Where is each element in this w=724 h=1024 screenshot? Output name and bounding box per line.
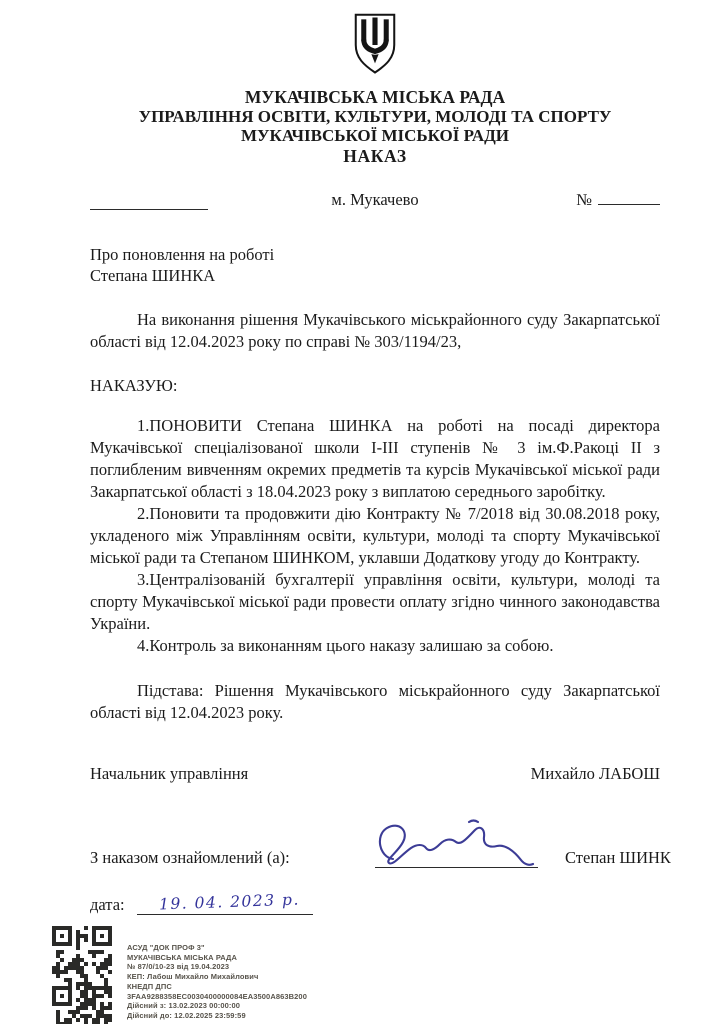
handwritten-date: 19. 04. 2023 р. xyxy=(158,890,300,914)
date-blank-line xyxy=(90,195,208,210)
stamp-line: № 87/0/10-23 від 19.04.2023 xyxy=(127,962,230,972)
date-label: дата: xyxy=(90,895,125,914)
ack-signature-row xyxy=(90,812,671,868)
stamp-line: АСУД "ДОК ПРОФ 3" xyxy=(127,943,205,952)
basis-paragraph: Підстава: Рішення Мукачівського міськрайонного суду Закарпатської області від 12.04.2023 року. xyxy=(90,681,660,722)
stamp-line: МУКАЧІВСЬКА МІСЬКА РАДА xyxy=(127,952,238,962)
ack-label: З наказом ознайомлений (а): xyxy=(90,848,290,867)
subject-block xyxy=(90,244,660,286)
subject-line-1: Про поновлення на роботі xyxy=(90,245,275,264)
date-blank-underline xyxy=(137,892,313,915)
order-items xyxy=(90,415,660,657)
order-item: 3.Централізованій бухгалтерії управління освіти, культури, молоді та спорту Мукачівської міської ради провести оплату згідно чинного законодавства України. xyxy=(90,570,660,633)
qr-code xyxy=(52,926,114,1024)
stamp-text-block xyxy=(127,943,307,1024)
org-name-line2: УПРАВЛІННЯ ОСВІТИ, КУЛЬТУРИ, МОЛОДІ ТА СПОРТУ xyxy=(138,107,612,126)
order-item: 4.Контроль за виконанням цього наказу залишаю за собою. xyxy=(137,636,554,655)
order-item: 1.ПОНОВИТИ Степана ШИНКА на роботі на посаді директора Мукачівської спеціалізованої школи І-ІІІ ступенів № 3 ім.Ф.Ракоці ІІ з поглибленим вивченням окремих предметів та курсів Мукачівської міської ради Закарпатської області з 18.04.2023 року з виплатою середнього заробітку. xyxy=(90,416,660,501)
number-cell xyxy=(419,190,660,210)
intro-paragraph: На виконання рішення Мукачівського міськрайонного суду Закарпатської області від 12.04.2023 року по справі № 303/1194/23, xyxy=(90,310,660,351)
stamp-line: 3FAA9288358EC0030400000084EA3500A863B200 xyxy=(127,991,307,1001)
dateline-row xyxy=(90,190,660,210)
stamp-line: КЕП: Лабош Михайло Михайлович xyxy=(127,972,259,982)
head-signature-row xyxy=(90,764,660,784)
place-name: м. Мукачево xyxy=(331,190,419,209)
doc-type-title: НАКАЗ xyxy=(343,146,407,166)
order-item: 2.Поновити та продовжити дію Контракту № 7/2018 від 30.08.2018 року, укладеного між Управлінням освіти, культури, молоді та спорту Мукачівської міської ради та Степаном ШИНКОМ, уклавши Додаткову угоду до Контракту. xyxy=(90,504,660,567)
date-row xyxy=(90,892,660,915)
ack-name: Степан ШИНК xyxy=(565,848,671,867)
handwritten-signature xyxy=(371,815,553,873)
org-name-line1: МУКАЧІВСЬКА МІСЬКА РАДА xyxy=(244,87,506,107)
ukraine-trident-icon xyxy=(347,12,403,78)
digital-signature-stamp xyxy=(52,926,307,1024)
stamp-line: Дійсний з: 13.02.2023 00:00:00 xyxy=(127,1001,240,1011)
stamp-line: Дійсний до: 12.02.2025 23:59:59 xyxy=(127,1010,246,1020)
org-name-line3: МУКАЧІВСЬКОЇ МІСЬКОЇ РАДИ xyxy=(240,126,510,145)
emblem-wrap xyxy=(90,12,660,83)
head-name: Михайло ЛАБОШ xyxy=(530,764,660,783)
stamp-line: КНЕДП ДПС xyxy=(127,981,172,991)
number-blank-line xyxy=(598,192,660,205)
number-label: № xyxy=(576,190,592,209)
subject-line-2: Степана ШИНКА xyxy=(90,266,216,285)
order-keyword: НАКАЗУЮ: xyxy=(90,376,178,395)
head-title: Начальник управління xyxy=(90,764,249,783)
signature-line xyxy=(375,849,538,868)
